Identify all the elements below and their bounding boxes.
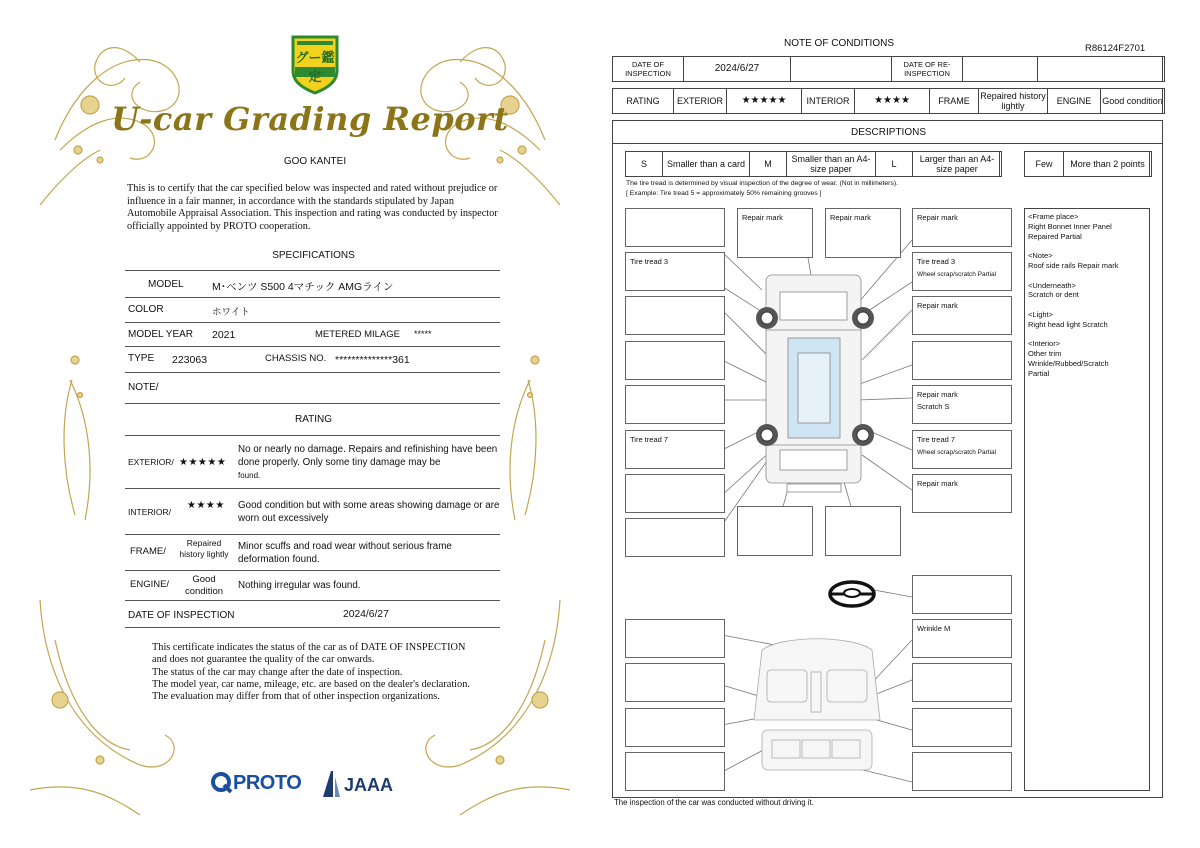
note-box bbox=[912, 752, 1012, 791]
disclaimer-line: The evaluation may differ from that of other inspection organizations. bbox=[152, 691, 440, 703]
note-text-line: Scratch S bbox=[917, 401, 950, 411]
frame-label: FRAME bbox=[929, 88, 979, 114]
note-box bbox=[912, 385, 1012, 424]
mileage-label: METERED MILAGE bbox=[315, 329, 400, 340]
empty-cell bbox=[1037, 56, 1165, 82]
note-box bbox=[912, 296, 1012, 335]
interior-label: INTERIOR bbox=[801, 88, 855, 114]
model-year-label: MODEL YEAR bbox=[128, 329, 194, 340]
note-box bbox=[825, 506, 901, 556]
divider bbox=[125, 534, 500, 535]
empty-cell bbox=[790, 56, 892, 82]
divider bbox=[125, 322, 500, 323]
interior-stars: ★★★★ bbox=[854, 88, 930, 114]
note-text-line: Wheel scrap/scratch Partial bbox=[917, 448, 997, 456]
mileage-value: ***** bbox=[414, 329, 432, 339]
divider bbox=[125, 435, 500, 436]
note-text-line: Wheel scrap/scratch Partial bbox=[917, 270, 997, 278]
color-label: COLOR bbox=[128, 304, 164, 315]
note-box bbox=[625, 208, 725, 247]
remark-line: Scratch or dent bbox=[1028, 290, 1079, 300]
note-box bbox=[912, 430, 1012, 469]
date-label: DATE OF INSPECTION bbox=[128, 610, 235, 621]
remark-spacer bbox=[1028, 271, 1146, 281]
legend-key: M bbox=[749, 151, 787, 177]
size-legend bbox=[625, 151, 1000, 177]
remark-line: Other trim bbox=[1028, 349, 1062, 359]
note-box bbox=[825, 208, 901, 258]
note-text: Wrinkle M bbox=[917, 624, 951, 633]
note-text: Tire tread 3 bbox=[630, 257, 669, 266]
remark-line: <Underneath> bbox=[1028, 280, 1076, 290]
note-box bbox=[625, 252, 725, 291]
exterior-stars: ★★★★★ bbox=[179, 457, 227, 468]
frame-value: Repaired history lightly bbox=[978, 88, 1048, 114]
remark-spacer bbox=[1028, 241, 1146, 251]
frame-description: Minor scuffs and road wear without serious frame deformation found. bbox=[238, 541, 452, 565]
remark-line: Repaired Partial bbox=[1028, 231, 1082, 241]
engine-label: ENGINE/ bbox=[130, 579, 170, 590]
exterior-stars: ★★★★★ bbox=[726, 88, 802, 114]
color-value: ホワイト bbox=[212, 307, 250, 318]
driving-note: The inspection of the car was conducted without driving it. bbox=[614, 798, 814, 807]
engine-description: Nothing irregular was found. bbox=[238, 580, 361, 591]
remark-spacer bbox=[1028, 330, 1146, 340]
rating-row bbox=[612, 88, 1163, 114]
interior-description: Good condition but with some areas showing damage or are worn out excessively bbox=[238, 500, 500, 524]
note-box bbox=[912, 619, 1012, 658]
legend-desc: Smaller than an A4-size paper bbox=[786, 151, 876, 177]
descriptions-header bbox=[612, 120, 1163, 144]
remark-line: Wrinkle/Rubbed/Scratch bbox=[1028, 358, 1109, 368]
divider bbox=[125, 297, 500, 298]
report-code: R86124F2701 bbox=[1085, 43, 1146, 54]
model-value: M･ベンツ S500 4マチック AMGライン bbox=[212, 281, 394, 293]
few-legend bbox=[1024, 151, 1150, 177]
note-box bbox=[625, 296, 725, 335]
note-box bbox=[912, 208, 1012, 247]
legend-key: L bbox=[875, 151, 913, 177]
jaaa-logo: JAAA bbox=[344, 775, 394, 795]
goo-kantei-badge bbox=[285, 31, 345, 95]
note-box bbox=[912, 575, 1012, 614]
conditions-title: NOTE OF CONDITIONS bbox=[784, 38, 894, 49]
disclaimer bbox=[152, 642, 482, 703]
remark-line: <Interior> bbox=[1028, 339, 1061, 349]
legend-key: Few bbox=[1024, 151, 1064, 177]
divider bbox=[125, 488, 500, 489]
proto-logo: PROTO bbox=[233, 772, 302, 794]
divider bbox=[125, 403, 500, 404]
type-value: 223063 bbox=[172, 354, 208, 366]
note-text: Tire tread 7 bbox=[630, 435, 669, 444]
divider bbox=[125, 627, 500, 628]
remark-line: Right Bonnet Inner Panel bbox=[1028, 221, 1112, 231]
note-label: NOTE/ bbox=[128, 382, 159, 393]
steering-wheel-icon bbox=[830, 582, 874, 606]
exterior-label: EXTERIOR bbox=[673, 88, 727, 114]
note-box bbox=[625, 708, 725, 747]
date-of-inspection-label: DATE OF INSPECTION bbox=[612, 56, 684, 82]
legend-desc: Larger than an A4-size paper bbox=[912, 151, 1002, 177]
note-text bbox=[917, 434, 996, 458]
badge-label: グー鑑定 bbox=[295, 50, 335, 84]
note-text: Repair mark bbox=[830, 213, 871, 222]
frame-value: Repaired history lightly bbox=[179, 538, 229, 559]
note-box bbox=[625, 341, 725, 380]
tread-example: [ Example: Tire tread 5 = approximately 50% remaining grooves ] bbox=[626, 190, 822, 197]
note-box bbox=[625, 518, 725, 557]
divider bbox=[125, 270, 500, 271]
type-label: TYPE bbox=[128, 353, 155, 364]
legend-key: S bbox=[625, 151, 663, 177]
remark-line: <Light> bbox=[1028, 309, 1054, 319]
exterior-description-cont: found. bbox=[238, 471, 261, 480]
disclaimer-line: This certificate indicates the status of the car as of DATE OF INSPECTION and does not guarantee the quality of the car onwards. bbox=[152, 642, 466, 666]
car-interior-view bbox=[754, 639, 880, 770]
note-box bbox=[625, 619, 725, 658]
note-box bbox=[912, 663, 1012, 702]
note-text bbox=[917, 389, 958, 412]
logo-bar bbox=[210, 768, 410, 802]
tread-note: The tire tread is determined by visual inspection of the degree of wear. (Not in millimeters). bbox=[626, 180, 898, 187]
note-text-line: Repair mark bbox=[917, 390, 958, 399]
exterior-description: No or nearly no damage. Repairs and refinishing have been done properly. Only some tiny damage may be bbox=[238, 444, 498, 468]
report-subtitle: GOO KANTEI bbox=[283, 156, 347, 167]
note-text: Repair mark bbox=[917, 479, 958, 488]
remarks-box bbox=[1024, 208, 1150, 791]
divider bbox=[125, 372, 500, 373]
re-inspection-label: DATE OF RE-INSPECTION bbox=[891, 56, 963, 82]
inspection-date-row bbox=[612, 56, 1163, 82]
note-text: Repair mark bbox=[742, 213, 783, 222]
descriptions-heading: DESCRIPTIONS bbox=[850, 127, 926, 138]
specifications-heading: SPECIFICATIONS bbox=[272, 250, 355, 261]
remark-line: Partial bbox=[1028, 368, 1050, 378]
disclaimer-line: The status of the car may change after the date of inspection. bbox=[152, 666, 403, 678]
remark-line: Right head light Scratch bbox=[1028, 319, 1108, 329]
certification-statement: This is to certify that the car specified below was inspected and rated without prejudice or influence in a fair manner, in accordance with the standards stipulated by Japan Automobile Appraisal Association. This inspection and rating was conducted by inspector officially appointed by PROTO cooperation. bbox=[127, 183, 498, 232]
jaaa-logo-icon bbox=[320, 769, 342, 799]
divider bbox=[125, 570, 500, 571]
legend-desc: More than 2 points bbox=[1063, 151, 1152, 177]
engine-label: ENGINE bbox=[1047, 88, 1101, 114]
interior-label: INTERIOR/ bbox=[128, 507, 171, 517]
proto-logo-icon bbox=[210, 771, 234, 795]
disclaimer-line: The model year, car name, mileage, etc. are based on the dealer's declaration. bbox=[152, 678, 470, 690]
chassis-label: CHASSIS NO. bbox=[265, 353, 327, 364]
date-of-inspection-value: 2024/6/27 bbox=[683, 56, 791, 82]
re-inspection-value bbox=[962, 56, 1038, 82]
note-box bbox=[912, 708, 1012, 747]
report-title: U-car Grading Report bbox=[111, 100, 509, 138]
exterior-label: EXTERIOR/ bbox=[128, 457, 174, 467]
note-box bbox=[625, 430, 725, 469]
remark-line: Roof side rails Repair mark bbox=[1028, 260, 1119, 270]
note-box bbox=[912, 341, 1012, 380]
frame-label: FRAME/ bbox=[130, 546, 166, 557]
note-text-line: Tire tread 3 bbox=[917, 257, 956, 266]
note-text-line: Tire tread 7 bbox=[917, 435, 956, 444]
date-value: 2024/6/27 bbox=[343, 609, 389, 620]
engine-value: Good condition bbox=[1100, 88, 1165, 114]
note-box bbox=[625, 752, 725, 791]
note-text bbox=[917, 256, 996, 280]
engine-value: Good condition bbox=[184, 574, 224, 597]
note-box bbox=[625, 663, 725, 702]
note-box bbox=[912, 252, 1012, 291]
interior-stars: ★★★★ bbox=[187, 500, 225, 511]
rating-heading: RATING bbox=[294, 414, 333, 425]
model-year-value: 2021 bbox=[212, 329, 236, 341]
divider bbox=[125, 600, 500, 601]
chassis-value: **************361 bbox=[335, 354, 410, 366]
divider bbox=[125, 346, 500, 347]
note-box bbox=[737, 506, 813, 556]
legend-desc: Smaller than a card bbox=[662, 151, 750, 177]
remark-spacer bbox=[1028, 300, 1146, 310]
note-box bbox=[737, 208, 813, 258]
note-text: Repair mark bbox=[917, 213, 958, 222]
rating-label: RATING bbox=[612, 88, 674, 114]
remark-line: <Frame place> bbox=[1028, 212, 1079, 221]
note-box bbox=[625, 385, 725, 424]
remark-line: <Note> bbox=[1028, 251, 1053, 261]
note-box bbox=[625, 474, 725, 513]
note-text: Repair mark bbox=[917, 301, 958, 310]
model-label: MODEL bbox=[148, 279, 184, 290]
note-box bbox=[912, 474, 1012, 513]
car-top-view bbox=[766, 275, 861, 492]
